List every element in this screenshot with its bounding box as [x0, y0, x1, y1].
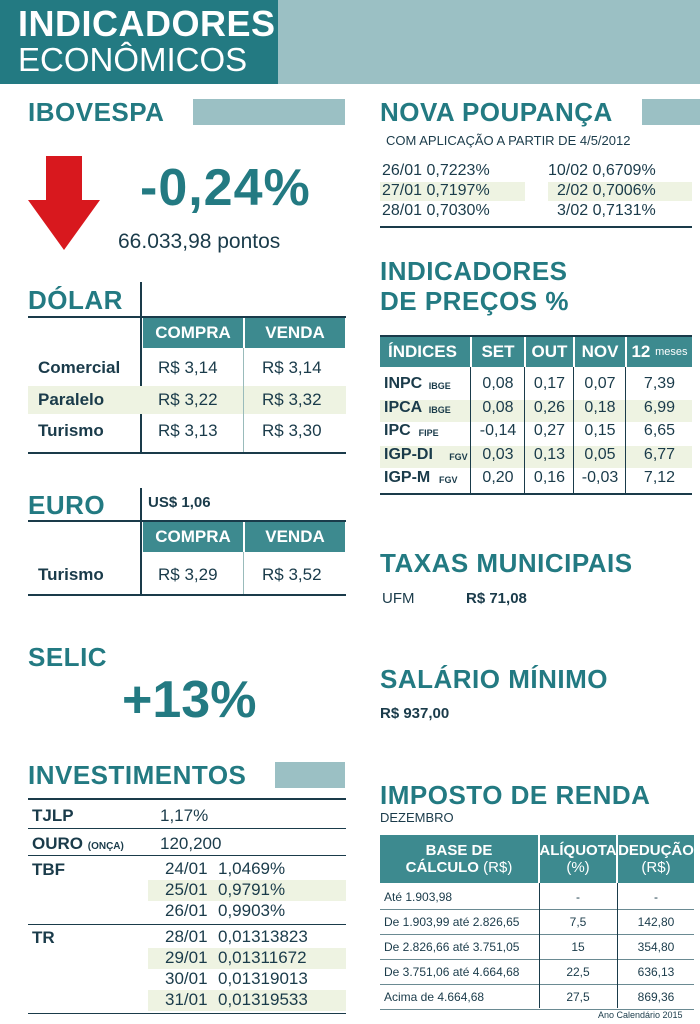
tr-label: TR	[32, 928, 55, 947]
precos-bottom-rule	[380, 493, 692, 495]
euro-title: EURO	[28, 490, 106, 520]
euro-col-sell: VENDA	[245, 522, 345, 552]
dolar-bottom-rule	[28, 452, 346, 454]
salario-value: R$ 937,00	[380, 705, 450, 722]
ir-aliquota: 7,5	[569, 915, 587, 929]
tjlp-value: 1,17%	[160, 806, 209, 825]
ouro-label: OURO (ONÇA)	[32, 834, 124, 853]
tbf-value: 0,9903%	[218, 901, 286, 920]
salario-title: SALÁRIO MÍNIMO	[380, 664, 608, 694]
poupanca-row: 2/02 0,7006%	[557, 182, 656, 199]
investimentos-title: INVESTIMENTOS	[28, 760, 247, 790]
arrow-down-icon	[28, 156, 100, 252]
dolar-title: DÓLAR	[28, 285, 123, 315]
precos-index-name: IGP-DI	[384, 445, 433, 463]
title-line1: INDICADORES	[18, 3, 276, 44]
dolar-sell-value: R$ 3,30	[262, 421, 322, 440]
tbf-date: 24/01	[165, 859, 208, 878]
poupanca-row: 3/02 0,7131%	[557, 202, 656, 219]
euro-divider	[140, 488, 142, 594]
euro-bottom-rule	[28, 594, 346, 596]
precos-value-set: 0,08	[482, 375, 514, 392]
poupanca-row: 28/01 0,7030%	[382, 202, 490, 219]
precos-col-set: SET	[472, 337, 524, 367]
tjlp-label: TJLP	[32, 806, 74, 825]
tbf-label: TBF	[32, 860, 66, 879]
poupanca-row: 27/01 0,7197%	[382, 182, 490, 199]
poupanca-bar	[642, 99, 700, 125]
selic-value: +13%	[122, 671, 257, 729]
ir-aliquota: 27,5	[566, 990, 590, 1004]
dolar-row-label: Turismo	[38, 421, 104, 440]
euro-col-sep	[243, 552, 244, 594]
precos-value-m12: 6,65	[643, 422, 676, 439]
ufm-value: R$ 71,08	[466, 590, 527, 607]
ir-col-ded: DEDUÇÃO (R$)	[618, 835, 694, 883]
dolar-sell-value: R$ 3,32	[262, 390, 322, 409]
tr-value: 0,01311672	[218, 948, 307, 967]
precos-value-out: 0,16	[533, 469, 566, 486]
precos-sep	[573, 367, 574, 493]
dolar-col-buy: COMPRA	[143, 318, 243, 348]
precos-value-nov: 0,05	[584, 445, 616, 463]
precos-index-source: FGV	[449, 451, 468, 462]
taxas-title: TAXAS MUNICIPAIS	[380, 548, 633, 578]
precos-title: INDICADORES DE PREÇOS %	[380, 256, 569, 316]
poupanca-title: NOVA POUPANÇA	[380, 97, 613, 127]
ir-title: IMPOSTO DE RENDA	[380, 780, 651, 810]
precos-sep	[625, 367, 626, 493]
dolar-row-label: Paralelo	[38, 390, 105, 409]
ir-base: Acima de 4.664,68	[384, 990, 485, 1004]
ir-base: De 3.751,06 até 4.664,68	[384, 965, 520, 979]
ir-base: De 1.903,99 até 2.826,65	[384, 915, 520, 929]
precos-value-nov: 0,15	[584, 422, 616, 439]
precos-index-source: FGV	[439, 475, 458, 485]
euro-buy-value: R$ 3,29	[158, 565, 218, 584]
precos-value-m12: 6,99	[643, 398, 676, 416]
ir-sep	[539, 883, 540, 1008]
precos-value-out: 0,27	[533, 422, 566, 439]
precos-value-set: 0,08	[482, 398, 514, 416]
poupanca-subtitle: COM APLICAÇÃO A PARTIR DE 4/5/2012	[386, 133, 631, 148]
precos-value-nov: 0,07	[584, 375, 616, 392]
ir-aliquota: 15	[571, 940, 585, 954]
precos-value-m12: 7,39	[643, 375, 676, 392]
ouro-sub: (ONÇA)	[87, 841, 124, 852]
inv-rule	[28, 924, 346, 925]
ir-aliquota: -	[576, 890, 580, 904]
dolar-sell-value: R$ 3,14	[262, 358, 322, 377]
dolar-col-sep	[243, 348, 244, 452]
dolar-buy-value: R$ 3,13	[158, 421, 218, 440]
dolar-buy-value: R$ 3,22	[158, 390, 218, 409]
dolar-row-label: Comercial	[38, 358, 121, 377]
precos-value-nov: 0,18	[584, 398, 616, 416]
ibovespa-title: IBOVESPA	[28, 97, 165, 127]
poupanca-row: 10/02 0,6709%	[548, 162, 656, 179]
ouro-value: 120,200	[160, 834, 222, 853]
precos-value-set: 0,03	[482, 445, 514, 463]
precos-sep	[524, 367, 525, 493]
ir-deducao: 354,80	[637, 940, 675, 954]
precos-col-nov: NOV	[575, 337, 625, 367]
precos-index-name: IPCA	[384, 398, 423, 416]
precos-sep	[470, 367, 471, 493]
dolar-divider	[140, 282, 142, 452]
inv-rule	[28, 828, 346, 829]
ir-deducao: 869,36	[637, 990, 675, 1004]
ir-subtitle: DEZEMBRO	[380, 810, 454, 825]
dolar-col-sell: VENDA	[245, 318, 345, 348]
poupanca-rule	[380, 226, 692, 228]
precos-index-name: IGP-M	[384, 469, 431, 486]
precos-value-out: 0,13	[533, 445, 566, 463]
precos-value-m12: 7,12	[643, 469, 676, 486]
ir-deducao: 142,80	[637, 915, 675, 929]
precos-value-nov: -0,03	[581, 469, 619, 486]
tr-date: 30/01	[165, 969, 208, 988]
precos-index-source: IBGE	[428, 404, 451, 415]
precos-value-out: 0,26	[533, 398, 566, 416]
ir-footnote: Ano Calendário 2015	[598, 1010, 683, 1020]
precos-value-set: -0,14	[479, 422, 517, 439]
precos-index-name: INPC	[384, 375, 423, 392]
precos-index-source: IBGE	[428, 381, 451, 391]
precos-value-set: 0,20	[482, 469, 514, 486]
precos-col-idx: ÍNDICES	[380, 337, 470, 367]
euro-sell-value: R$ 3,52	[262, 565, 322, 584]
page-title	[0, 0, 278, 84]
title-line2: ECONÔMICOS	[18, 41, 248, 78]
poupanca-row: 26/01 0,7223%	[382, 162, 490, 179]
euro-col-buy: COMPRA	[143, 522, 243, 552]
ir-deducao: -	[654, 890, 658, 904]
ufm-label: UFM	[382, 590, 415, 607]
tr-value: 0,01313823	[218, 927, 308, 946]
investimentos-bar	[275, 762, 345, 788]
precos-index-name: IPC	[384, 422, 411, 439]
inv-rule	[28, 1013, 346, 1014]
inv-rule	[28, 798, 346, 800]
precos-value-out: 0,17	[533, 375, 566, 392]
ir-base: De 2.826,66 até 3.751,05	[384, 940, 520, 954]
ibovespa-bar	[193, 99, 345, 125]
ir-col-base: BASE DE CÁLCULO (R$)	[380, 835, 538, 883]
tr-date: 29/01	[165, 948, 208, 967]
ibovespa-variation: -0,24%	[140, 159, 311, 217]
ir-row-rule	[380, 984, 694, 985]
tr-date: 28/01	[165, 927, 208, 946]
ibovespa-points: 66.033,98 pontos	[118, 230, 281, 253]
tbf-value: 0,9791%	[218, 880, 286, 899]
tr-date: 31/01	[165, 990, 208, 1009]
ir-row-rule	[380, 934, 694, 935]
ir-base: Até 1.903,98	[384, 890, 453, 904]
tbf-date: 26/01	[165, 901, 208, 920]
tbf-date: 25/01	[165, 880, 208, 899]
precos-value-m12: 6,77	[643, 445, 676, 463]
ir-deducao: 636,13	[637, 965, 675, 979]
euro-usd: US$ 1,06	[148, 494, 211, 511]
tbf-value: 1,0469%	[218, 859, 286, 878]
ir-row-rule	[380, 909, 694, 910]
ir-aliquota: 22,5	[566, 965, 590, 979]
precos-index-source: FIPE	[418, 428, 439, 438]
selic-title: SELIC	[28, 642, 108, 672]
ir-sep	[617, 883, 618, 1008]
dolar-buy-value: R$ 3,14	[158, 358, 218, 377]
precos-col-12m: 12 meses	[627, 337, 692, 367]
euro-row-label: Turismo	[38, 565, 104, 584]
tr-value: 0,01319013	[218, 969, 308, 988]
precos-col-out: OUT	[526, 337, 573, 367]
ir-col-aliq: ALÍQUOTA (%)	[540, 835, 616, 883]
inv-rule	[28, 855, 346, 856]
ir-row-rule	[380, 959, 694, 960]
tr-value: 0,01319533	[218, 990, 308, 1009]
